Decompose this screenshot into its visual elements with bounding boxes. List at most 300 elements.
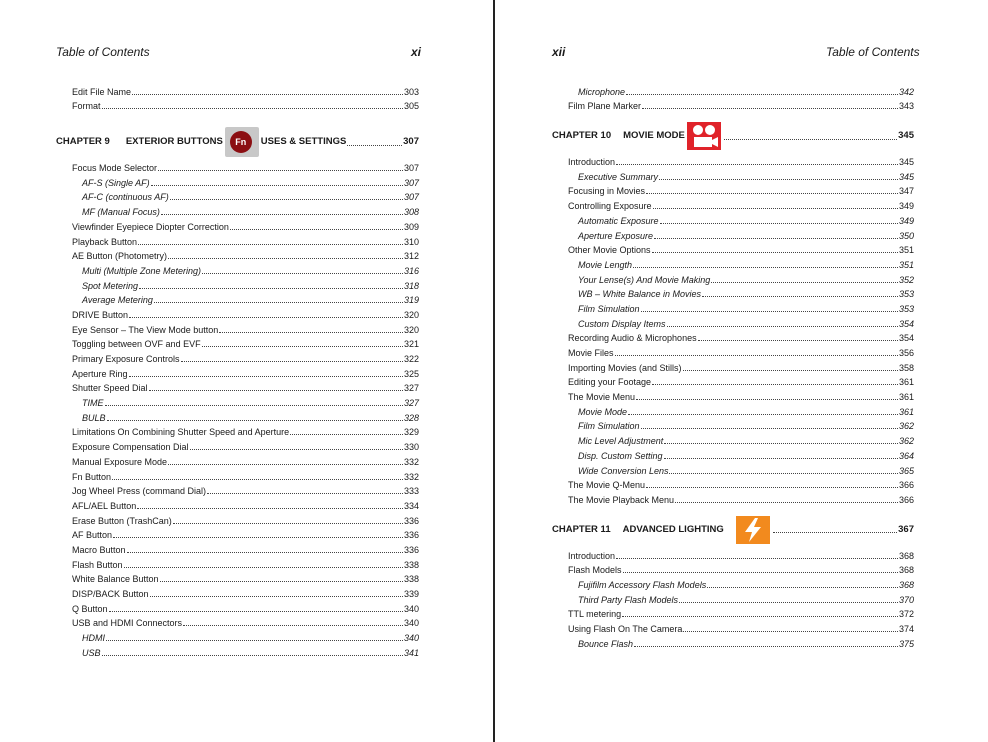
leader-dots [626, 94, 898, 95]
leader-dots [664, 443, 898, 444]
leader-dots [660, 223, 898, 224]
leader-dots [107, 420, 403, 421]
entry-title: Movie Files [568, 348, 614, 358]
leader-dots [113, 537, 403, 538]
page-ref: 307 [403, 163, 419, 174]
entry-title: Executive Summary [578, 171, 659, 182]
entry-title: Multi (Multiple Zone Metering) [82, 265, 202, 276]
page-ref: 322 [403, 354, 419, 364]
page-ref: 312 [403, 251, 419, 262]
entry-title: Wide Conversion Lens [578, 465, 669, 476]
running-head: Table of Contents [826, 45, 920, 59]
toc-entry[interactable] [56, 305, 419, 320]
page-ref: 353 [898, 303, 914, 314]
leader-dots [679, 602, 898, 603]
entry-title: Bounce Flash [578, 638, 634, 649]
toc-entry[interactable] [552, 270, 914, 285]
leader-dots [158, 170, 403, 171]
leader-dots [137, 508, 403, 509]
entry-title: DRIVE Button [72, 309, 129, 320]
chapter-title-rest: USES & SETTINGS [260, 136, 347, 148]
leader-dots [173, 523, 403, 524]
entry-title: Film Simulation [578, 303, 640, 314]
page-ref: 338 [403, 559, 419, 570]
entry-title: The Movie Q-Menu [568, 480, 646, 491]
page-ref: 343 [898, 101, 914, 112]
entry-title: Fujifilm Accessory Flash Models [578, 579, 707, 590]
page-ref: 375 [898, 638, 914, 649]
entry-title: Manual Exposure Mode [72, 456, 168, 467]
toc-entry[interactable] [552, 358, 914, 373]
leader-dots [634, 646, 898, 647]
leader-dots [202, 273, 403, 274]
page-ref: 327 [403, 398, 419, 409]
entry-title: Your Lense(s) And Movie Making [578, 274, 711, 285]
page-ref: 332 [403, 471, 419, 482]
page-ref: 358 [898, 362, 914, 373]
page-ref: 327 [403, 383, 419, 394]
toc-entry[interactable] [552, 343, 914, 358]
toc-entry[interactable] [56, 393, 419, 408]
entry-title: Primary Exposure Controls [72, 354, 180, 364]
entry-title: Playback Button [72, 236, 138, 247]
page-ref: 316 [403, 265, 419, 276]
leader-dots [636, 399, 898, 400]
toc-entry[interactable] [552, 82, 914, 97]
entry-title: Recording Audio & Microphones [568, 333, 697, 344]
leader-dots [168, 464, 403, 465]
toc-entry[interactable] [56, 349, 419, 364]
leader-dots [698, 340, 898, 341]
page-ref: 366 [898, 494, 914, 505]
toc-entry[interactable] [552, 490, 914, 505]
leader-dots [154, 302, 403, 303]
page-ref: 361 [898, 377, 914, 388]
entry-title: Introduction [568, 157, 616, 168]
entry-title: Introduction [568, 550, 616, 561]
toc-entry[interactable] [56, 540, 419, 555]
toc-entry[interactable] [552, 373, 914, 388]
leader-dots [652, 384, 898, 385]
page-ref: 308 [403, 207, 419, 218]
toc-entry[interactable] [56, 247, 419, 262]
toc-entry[interactable] [552, 329, 914, 344]
toc-entry[interactable] [56, 261, 419, 276]
page-ref: 349 [898, 201, 914, 212]
page-ref: 362 [898, 421, 914, 432]
leader-dots [347, 145, 402, 146]
toc-entry[interactable] [552, 605, 914, 620]
toc-entry[interactable] [56, 335, 419, 350]
entry-title: Disp. Custom Setting [578, 450, 663, 461]
leader-dots [616, 164, 898, 165]
toc-entry[interactable] [56, 599, 419, 614]
entry-title: White Balance Button [72, 574, 159, 585]
page-ref: 329 [403, 427, 419, 438]
toc-entry[interactable] [552, 285, 914, 300]
entry-title: Eye Sensor – The View Mode button [72, 324, 219, 335]
toc-entry[interactable] [56, 496, 419, 511]
entry-title: Third Party Flash Models [578, 594, 679, 605]
leader-dots [106, 640, 403, 641]
leader-dots [161, 214, 403, 215]
page-ref: 350 [898, 230, 914, 241]
toc-entry[interactable] [56, 408, 419, 423]
leader-dots [129, 376, 403, 377]
toc-entry[interactable] [552, 167, 914, 182]
page-ref: 351 [898, 245, 914, 256]
entry-title: Average Metering [82, 295, 153, 306]
flash-lightning-icon [736, 516, 770, 544]
toc-entry[interactable] [552, 461, 914, 476]
toc-entry[interactable] [552, 402, 914, 417]
leader-dots [702, 296, 898, 297]
page-ref: 354 [898, 333, 914, 344]
leader-dots [207, 493, 403, 494]
toc-entry[interactable] [56, 379, 419, 394]
page-ref: 370 [898, 594, 914, 605]
page-ref: 340 [403, 603, 419, 614]
page-ref: 336 [403, 515, 419, 526]
toc-entry[interactable] [552, 561, 914, 576]
page-ref: 330 [403, 442, 419, 453]
toc-entry[interactable] [56, 173, 419, 188]
leader-dots [667, 326, 898, 327]
leader-dots [773, 532, 897, 533]
leader-dots [707, 587, 898, 588]
leader-dots [138, 244, 403, 245]
toc-entry[interactable] [56, 526, 419, 541]
entry-title: DISP/BACK Button [72, 589, 149, 599]
page-ref: 310 [403, 236, 419, 247]
entry-title: Controlling Exposure [568, 201, 652, 212]
entry-title: Focusing in Movies [568, 186, 646, 197]
toc-entry[interactable] [552, 590, 914, 605]
entry-title: Flash Button [72, 559, 123, 570]
toc-entry[interactable] [56, 584, 419, 599]
page-ref: 336 [403, 530, 419, 541]
chapter-title: ADVANCED LIGHTING [622, 523, 724, 535]
leader-dots [659, 179, 898, 180]
page-ref: 339 [403, 589, 419, 599]
page-ref: 351 [898, 259, 914, 270]
chapter-number: CHAPTER 10 [552, 130, 612, 142]
toc-entry[interactable] [56, 437, 419, 452]
toc-entry[interactable] [56, 467, 419, 482]
leader-dots [127, 552, 403, 553]
page-ref: 307 [403, 192, 419, 203]
leader-dots [219, 332, 403, 333]
page-ref: 356 [898, 348, 914, 358]
page-ref: 365 [898, 465, 914, 476]
page-number: xi [411, 45, 422, 59]
leader-dots [149, 390, 403, 391]
page-ref: 345 [898, 130, 914, 142]
page-ref: 354 [898, 318, 914, 329]
toc-entry[interactable] [552, 634, 914, 649]
leader-dots [150, 596, 403, 597]
chapter-heading[interactable] [56, 131, 419, 153]
toc-entry[interactable] [552, 446, 914, 461]
toc-entry[interactable] [56, 482, 419, 497]
chapter-heading[interactable] [552, 519, 914, 541]
toc-entry[interactable] [56, 320, 419, 335]
toc-entry[interactable] [552, 387, 914, 402]
leader-dots [183, 625, 403, 626]
leader-dots [653, 208, 898, 209]
leader-dots [109, 611, 403, 612]
page-ref: 303 [403, 86, 419, 97]
fn-icon-label: Fn [230, 131, 252, 153]
page-ref: 362 [898, 436, 914, 447]
page-ref: 320 [403, 324, 419, 335]
toc-entry[interactable] [552, 211, 914, 226]
entry-title: Custom Display Items [578, 318, 666, 329]
toc-entry[interactable] [552, 314, 914, 329]
page-ref: 340 [403, 618, 419, 629]
leader-dots [623, 572, 898, 573]
page-ref: 347 [898, 186, 914, 197]
entry-title: Jog Wheel Press (command Dial) [72, 486, 207, 497]
toc-entry[interactable] [56, 188, 419, 203]
page-ref: 368 [898, 565, 914, 576]
leader-dots [683, 370, 898, 371]
toc-entry[interactable] [552, 152, 914, 167]
fn-button-icon [225, 127, 259, 157]
entry-title: Microphone [578, 86, 626, 97]
entry-title: Spot Metering [82, 280, 139, 291]
running-head: Table of Contents [56, 45, 150, 59]
leader-dots [641, 428, 898, 429]
toc-entry[interactable] [56, 643, 419, 658]
entry-title: USB [82, 647, 101, 658]
page-ref: 340 [403, 633, 419, 644]
page-ref: 367 [898, 523, 914, 535]
page-ref: 338 [403, 574, 419, 585]
entry-title: Aperture Exposure [578, 230, 654, 241]
toc-entry[interactable] [552, 196, 914, 211]
page-ref: 353 [898, 289, 914, 300]
entry-title: Movie Mode [578, 406, 628, 417]
leader-dots [112, 479, 403, 480]
leader-dots [190, 449, 403, 450]
page-ref: 318 [403, 280, 419, 291]
toc-entry[interactable] [56, 276, 419, 291]
page-ref: 364 [898, 450, 914, 461]
entry-title: Flash Models [568, 565, 622, 576]
page-ref: 361 [898, 406, 914, 417]
leader-dots [724, 139, 897, 140]
entry-title: Shutter Speed Dial [72, 383, 148, 394]
entry-title: TTL metering [568, 609, 622, 620]
entry-title: Importing Movies (and Stills) [568, 362, 682, 373]
page-number: xii [552, 45, 566, 59]
chapter-title: EXTERIOR BUTTONS [125, 136, 223, 148]
leader-dots [170, 199, 403, 200]
chapter-heading[interactable] [552, 125, 914, 147]
entry-title: Film Simulation [578, 421, 640, 432]
book-spine [493, 0, 495, 742]
leader-dots [105, 405, 403, 406]
page-ref: 372 [898, 609, 914, 620]
leader-dots [181, 361, 403, 362]
entry-title: Movie Length [578, 259, 633, 270]
entry-title: AF-C (continuous AF) [82, 192, 169, 203]
page-ref: 307 [403, 177, 419, 188]
entry-title: BULB [82, 412, 106, 423]
page-ref: 349 [898, 215, 914, 226]
page-ref: 320 [403, 309, 419, 320]
toc-left [56, 82, 419, 658]
entry-title: AE Button (Photometry) [72, 251, 168, 262]
entry-title: Film Plane Marker [568, 101, 642, 112]
page-ref: 333 [403, 486, 419, 497]
entry-title: Viewfinder Eyepiece Diopter Correction [72, 221, 229, 232]
leader-dots [646, 193, 898, 194]
page-ref: 366 [898, 480, 914, 491]
page-ref: 345 [898, 157, 914, 168]
entry-title: Editing your Footage [568, 377, 652, 388]
entry-title: Fn Button [72, 471, 112, 482]
toc-entry[interactable] [56, 202, 419, 217]
toc-entry[interactable] [552, 182, 914, 197]
toc-entry[interactable] [56, 97, 419, 112]
toc-entry[interactable] [552, 255, 914, 270]
leader-dots [202, 346, 403, 347]
toc-entry[interactable] [552, 299, 914, 314]
toc-entry[interactable] [56, 452, 419, 467]
toc-entry[interactable] [552, 575, 914, 590]
leader-dots [669, 473, 898, 474]
page-ref: 352 [898, 274, 914, 285]
page-ref: 336 [403, 544, 419, 555]
entry-title: Format [72, 101, 101, 112]
entry-title: AF Button [72, 530, 113, 541]
entry-title: Edit File Name [72, 86, 132, 97]
leader-dots [675, 502, 898, 503]
page-ref: 374 [898, 624, 914, 634]
leader-dots [230, 229, 403, 230]
leader-dots [616, 558, 898, 559]
entry-title: Erase Button (TrashCan) [72, 515, 172, 526]
entry-title: Aperture Ring [72, 368, 128, 379]
entry-title: Using Flash On The Camera [568, 624, 683, 634]
toc-entry[interactable] [552, 546, 914, 561]
leader-dots [641, 311, 898, 312]
entry-title: USB and HDMI Connectors [72, 618, 183, 629]
page-ref: 305 [403, 101, 419, 112]
toc-entry[interactable] [56, 511, 419, 526]
movie-camera-icon [687, 122, 721, 150]
toc-entry[interactable] [552, 431, 914, 446]
toc-entry[interactable] [56, 423, 419, 438]
toc-entry[interactable] [56, 570, 419, 585]
leader-dots [168, 258, 403, 259]
leader-dots [160, 581, 403, 582]
leader-dots [124, 567, 403, 568]
leader-dots [139, 288, 403, 289]
page-ref: 361 [898, 392, 914, 403]
page-ref: 319 [403, 295, 419, 306]
right-page [496, 0, 988, 742]
leader-dots [102, 655, 403, 656]
toc-entry[interactable] [56, 628, 419, 643]
leader-dots [633, 267, 898, 268]
page-ref: 345 [898, 171, 914, 182]
leader-dots [642, 108, 898, 109]
entry-title: AFL/AEL Button [72, 500, 137, 511]
leader-dots [711, 282, 898, 283]
toc-entry[interactable] [552, 97, 914, 112]
toc-entry[interactable] [56, 232, 419, 247]
leader-dots [615, 355, 898, 356]
entry-title: Q Button [72, 603, 108, 614]
entry-title: Macro Button [72, 544, 126, 555]
entry-title: WB – White Balance in Movies [578, 289, 702, 300]
chapter-number: CHAPTER 9 [56, 136, 110, 148]
entry-title: TIME [82, 398, 104, 409]
entry-title: MF (Manual Focus) [82, 207, 160, 218]
toc-right [552, 82, 914, 649]
leader-dots [151, 185, 403, 186]
leader-dots [129, 317, 403, 318]
page-ref: 325 [403, 368, 419, 379]
chapter-title: MOVIE MODE [623, 130, 685, 142]
leader-dots [646, 487, 898, 488]
toc-entry[interactable] [56, 217, 419, 232]
entry-title: The Movie Playback Menu [568, 494, 675, 505]
page-ref: 321 [403, 339, 419, 350]
page-ref: 341 [403, 647, 419, 658]
toc-entry[interactable] [56, 614, 419, 629]
entry-title: Mic Level Adjustment [578, 436, 664, 447]
entry-title: The Movie Menu [568, 392, 636, 403]
page-ref: 309 [403, 221, 419, 232]
leader-dots [290, 434, 403, 435]
leader-dots [102, 108, 403, 109]
page-ref: 307 [403, 136, 419, 148]
toc-entry[interactable] [56, 291, 419, 306]
toc-entry[interactable] [56, 158, 419, 173]
leader-dots [683, 631, 898, 632]
toc-entry[interactable] [552, 241, 914, 256]
leader-dots [132, 94, 403, 95]
leader-dots [622, 616, 898, 617]
entry-title: Limitations On Combining Shutter Speed and Aperture [72, 427, 290, 438]
leader-dots [654, 238, 898, 239]
toc-entry[interactable] [552, 476, 914, 491]
page-ref: 328 [403, 412, 419, 423]
toc-entry[interactable] [552, 417, 914, 432]
page-ref: 368 [898, 579, 914, 590]
entry-title: HDMI [82, 633, 105, 644]
entry-title: Exposure Compensation Dial [72, 442, 189, 453]
page-ref: 334 [403, 500, 419, 511]
entry-title: Focus Mode Selector [72, 163, 158, 174]
toc-entry[interactable] [552, 226, 914, 241]
toc-entry[interactable] [56, 82, 419, 97]
toc-entry[interactable] [56, 364, 419, 379]
entry-title: Other Movie Options [568, 245, 651, 256]
toc-entry[interactable] [56, 555, 419, 570]
page-ref: 332 [403, 456, 419, 467]
toc-entry[interactable] [552, 619, 914, 634]
leader-dots [664, 458, 898, 459]
entry-title: AF-S (Single AF) [82, 177, 150, 188]
entry-title: Automatic Exposure [578, 215, 659, 226]
page-ref: 368 [898, 550, 914, 561]
page-ref: 342 [898, 86, 914, 97]
